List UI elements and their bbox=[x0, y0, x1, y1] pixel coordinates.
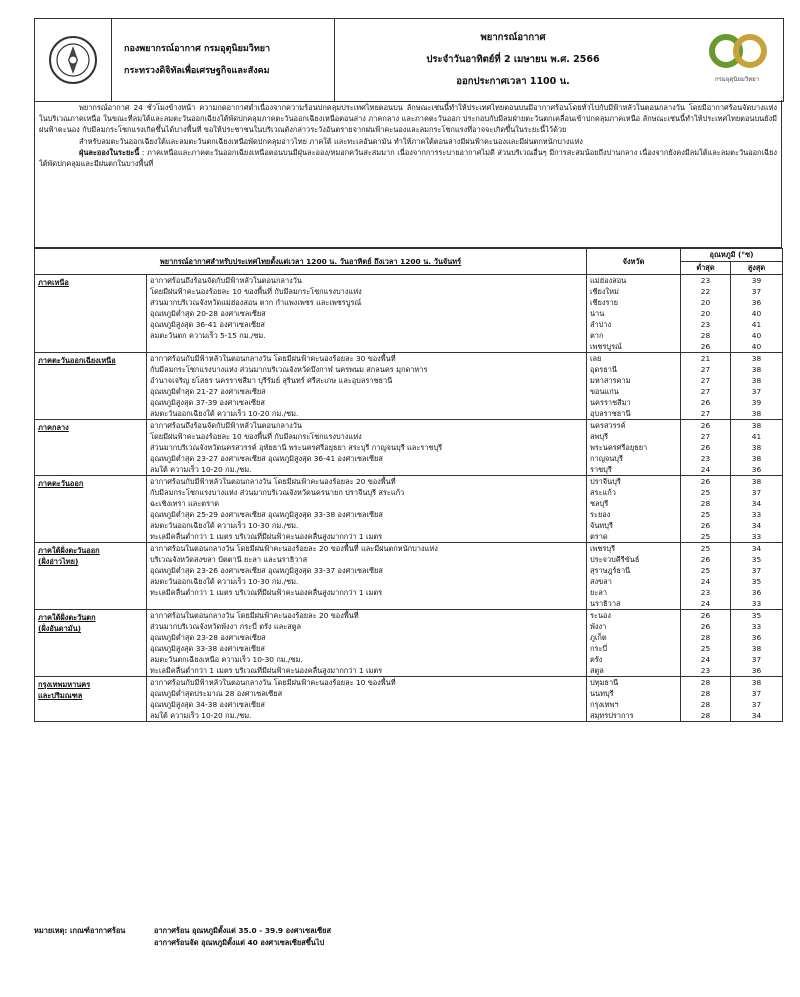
region-name: ภาคใต้ฝั่งตะวันตก bbox=[38, 613, 96, 622]
province-name: นครราชสีมา bbox=[590, 398, 631, 407]
temp-max: 40 bbox=[751, 342, 762, 351]
temp-min-cell bbox=[681, 543, 731, 610]
region-name-sub: (ฝั่งอันดามัน) bbox=[38, 624, 82, 633]
province-name: ราชบุรี bbox=[590, 465, 612, 474]
temp-max: 38 bbox=[751, 644, 762, 653]
forecast-line: อุณหภูมิสูงสุด 36-41 องศาเซลเซียส bbox=[150, 320, 265, 329]
temp-max-cell bbox=[731, 420, 783, 476]
temp-max-cell bbox=[731, 275, 783, 353]
province-name: ตราด bbox=[590, 532, 608, 541]
org-name: กองพยากรณ์อากาศ กรมอุตุนิยมวิทยา bbox=[124, 44, 271, 54]
temp-max: 33 bbox=[751, 622, 762, 631]
forecast-line: อำนาจเจริญ ยโสธร นครราชสีมา บุรีรัมย์ สุรินทร์ ศรีสะเกษ และอุบลราชธานี bbox=[150, 376, 393, 385]
province-name: น่าน bbox=[590, 309, 605, 318]
footnote-items bbox=[154, 925, 331, 949]
forecast-line: อุณหภูมิสูงสุด 34-38 องศาเซลเซียส bbox=[150, 700, 265, 709]
temp-min: 23 bbox=[700, 666, 711, 675]
province-name: มหาสารคาม bbox=[590, 376, 631, 385]
temp-max: 40 bbox=[751, 331, 762, 340]
temp-min: 21 bbox=[700, 354, 711, 363]
province-name: ลพบุรี bbox=[590, 432, 609, 441]
forecast-line: อากาศร้อนในตอนกลางวัน โดยมีฝนฟ้าคะนองร้อยละ 20 ของพื้นที่ และมีฝนตกหนักบางแห่ง bbox=[150, 544, 438, 553]
region-row bbox=[35, 353, 783, 420]
temp-min: 26 bbox=[700, 555, 711, 564]
tmin-header: ต่ำสุด bbox=[681, 262, 731, 275]
synopsis-paragraph-2: สำหรับลมตะวันออกเฉียงใต้และลมตะวันตกเฉียงเหนือพัดปกคลุมอ่าวไทย ภาคใต้ และทะเลอันดามัน ทำให้ภาคใต้ตอนล่างมีฝนฟ้าคะนองและมีฝนตกหนักบางแห่ง bbox=[79, 136, 583, 146]
province-name: นราธิวาส bbox=[590, 599, 621, 608]
dust-text: : ภาคเหนือและภาคตะวันออกเฉียงเหนือตอนบนมีฝุ่นละออง/หมอกควันสะสมมาก เนื่องจากการระบายอากาศไม่ดี ส่วนบริเวณอื่นๆ มีการสะสมน้อยถึงปานกลาง เนื่องจากยังคงมีลมใต้และลมตะวันออกเฉียงใต้พัดปกคลุมและมีฝนตกในบางพื้นที่ bbox=[39, 147, 778, 169]
forecast-line: ส่วนมากบริเวณจังหวัดแม่ฮ่องสอน ตาก กำแพงเพชร และเพชรบูรณ์ bbox=[150, 298, 362, 307]
temp-max: 37 bbox=[751, 566, 762, 575]
temp-min: 20 bbox=[700, 298, 711, 307]
forecast-line: อากาศร้อนกับมีฟ้าหลัวในตอนกลางวัน โดยมีฝนฟ้าคะนองร้อยละ 30 ของพื้นที่ bbox=[150, 354, 396, 363]
region-row bbox=[35, 476, 783, 543]
province-name-cell bbox=[587, 610, 681, 677]
forecast-table bbox=[34, 248, 783, 722]
forecast-line: โดยมีฝนฟ้าคะนองร้อยละ 10 ของพื้นที่ กับมีลมกระโชกแรงบางแห่ง bbox=[150, 287, 362, 296]
province-name: แม่ฮ่องสอน bbox=[590, 276, 627, 285]
temp-max: 37 bbox=[751, 287, 762, 296]
region-name: ภาคกลาง bbox=[38, 423, 69, 432]
province-name: เลย bbox=[590, 354, 602, 363]
temp-min-cell bbox=[681, 275, 731, 353]
province-name: ชลบุรี bbox=[590, 499, 609, 508]
province-name: นครสวรรค์ bbox=[590, 421, 626, 430]
province-name: สมุทรปราการ bbox=[590, 711, 634, 720]
forecast-line-cell bbox=[147, 476, 587, 543]
province-name: สตูล bbox=[590, 666, 604, 675]
temp-min: 28 bbox=[700, 499, 711, 508]
temp-max: 37 bbox=[751, 689, 762, 698]
forecast-line: อุณหภูมิสูงสุด 37-39 องศาเซลเซียส bbox=[150, 398, 265, 407]
temp-min: 26 bbox=[700, 611, 711, 620]
region-name-cell bbox=[35, 677, 147, 722]
forecast-line: อุณหภูมิต่ำสุด 23-27 องศาเซลเซียส อุณหภูมิสูงสุด 36-41 องศาเซลเซียส bbox=[150, 454, 383, 463]
temp-min: 25 bbox=[700, 566, 711, 575]
temp-min-cell bbox=[681, 677, 731, 722]
temp-max: 37 bbox=[751, 655, 762, 664]
forecast-line: อากาศร้อนกับมีฟ้าหลัวในตอนกลางวัน โดยมีฝนฟ้าคะนองร้อยละ 10 ของพื้นที่ bbox=[150, 678, 396, 687]
anniversary-logo-text: กรมอุตุนิยมวิทยา bbox=[714, 76, 760, 83]
temp-min-cell bbox=[681, 420, 731, 476]
forecast-line: ลมตะวันออกเฉียงใต้ ความเร็ว 10-30 กม./ชม. bbox=[150, 577, 299, 586]
forecast-header: พยากรณ์อากาศสำหรับประเทศไทยตั้งแต่เวลา 1200 น. วันอาทิตย์ ถึงเวลา 1200 น. วันจันทร์ bbox=[35, 249, 587, 275]
forecast-line: ทะเลมีคลื่นต่ำกว่า 1 เมตร บริเวณที่มีฝนฟ้าคะนองคลื่นสูงมากกว่า 1 เมตร bbox=[150, 588, 383, 597]
temp-header: อุณหภูมิ (°ซ) bbox=[681, 249, 783, 262]
forecast-line-cell bbox=[147, 420, 587, 476]
temp-max-cell bbox=[731, 476, 783, 543]
temp-max: 37 bbox=[751, 387, 762, 396]
forecast-line: อากาศร้อนกับมีฟ้าหลัวในตอนกลางวัน โดยมีฝนฟ้าคะนองร้อยละ 20 ของพื้นที่ bbox=[150, 477, 396, 486]
temp-max: 34 bbox=[751, 499, 762, 508]
forecast-line: อุณหภูมิต่ำสุด 23-28 องศาเซลเซียส bbox=[150, 633, 266, 642]
province-name: ตาก bbox=[590, 331, 604, 340]
forecast-line-cell bbox=[147, 543, 587, 610]
temp-max: 33 bbox=[751, 510, 762, 519]
province-name: กรุงเทพฯ bbox=[590, 700, 619, 709]
temp-min: 23 bbox=[700, 588, 711, 597]
temp-min: 25 bbox=[700, 644, 711, 653]
temp-max: 36 bbox=[751, 588, 762, 597]
temp-min: 27 bbox=[700, 376, 711, 385]
region-name-sub: และปริมณฑล bbox=[38, 691, 83, 700]
province-name: กาญจนบุรี bbox=[590, 454, 623, 463]
document-header bbox=[34, 18, 784, 102]
ministry-name: กระทรวงดิจิทัลเพื่อเศรษฐกิจและสังคม bbox=[124, 66, 270, 76]
temp-min: 25 bbox=[700, 488, 711, 497]
forecast-date: ประจำวันอาทิตย์ที่ 2 เมษายน พ.ศ. 2566 bbox=[426, 54, 600, 65]
temp-max: 38 bbox=[751, 409, 762, 418]
forecast-line: อากาศร้อนถึงร้อนจัดกับมีฟ้าหลัวในตอนกลางวัน bbox=[150, 276, 302, 285]
dust-paragraph bbox=[39, 147, 777, 169]
temp-min: 24 bbox=[700, 599, 711, 608]
temp-min: 28 bbox=[700, 678, 711, 687]
province-name-cell bbox=[587, 476, 681, 543]
region-name-cell bbox=[35, 610, 147, 677]
forecast-line: บริเวณจังหวัดสงขลา ปัตตานี ยะลา และนราธิวาส bbox=[150, 555, 308, 564]
region-row bbox=[35, 275, 783, 353]
region-row bbox=[35, 677, 783, 722]
synopsis-section bbox=[34, 100, 782, 248]
province-name: จันทบุรี bbox=[590, 521, 613, 530]
temp-max: 34 bbox=[751, 521, 762, 530]
forecast-line: อากาศร้อนถึงร้อนจัดกับมีฟ้าหลัวในตอนกลางวัน bbox=[150, 421, 302, 430]
temp-min: 27 bbox=[700, 365, 711, 374]
region-name: ภาคตะวันออก bbox=[38, 479, 84, 488]
forecast-line: ส่วนมากบริเวณจังหวัดพังงา กระบี่ ตรัง และสตูล bbox=[150, 622, 302, 631]
forecast-line: ลมตะวันตก ความเร็ว 5-15 กม./ชม. bbox=[150, 331, 266, 340]
temp-max: 35 bbox=[751, 555, 762, 564]
forecast-line: อุณหภูมิต่ำสุด 20-28 องศาเซลเซียส bbox=[150, 309, 266, 318]
province-name: พังงา bbox=[590, 622, 607, 631]
footnote-hot: อากาศร้อน อุณหภูมิตั้งแต่ 35.0 - 39.9 องศาเซลเซียส bbox=[154, 926, 331, 935]
temp-min: 26 bbox=[700, 521, 711, 530]
forecast-line: ทะเลมีคลื่นต่ำกว่า 1 เมตร บริเวณที่มีฝนฟ้าคะนองคลื่นสูงมากกว่า 1 เมตร bbox=[150, 666, 383, 675]
temp-min: 24 bbox=[700, 655, 711, 664]
temp-max: 38 bbox=[751, 421, 762, 430]
temp-min: 27 bbox=[700, 432, 711, 441]
temp-min-cell bbox=[681, 353, 731, 420]
temp-min: 25 bbox=[700, 544, 711, 553]
province-name: ตรัง bbox=[590, 655, 603, 664]
province-name: ระนอง bbox=[590, 611, 612, 620]
issued-time: ออกประกาศเวลา 1100 น. bbox=[456, 76, 570, 87]
region-name-cell bbox=[35, 420, 147, 476]
region-name: ภาคตะวันออกเฉียงเหนือ bbox=[38, 356, 116, 365]
temp-max: 36 bbox=[751, 465, 762, 474]
region-row bbox=[35, 420, 783, 476]
temp-min: 28 bbox=[700, 633, 711, 642]
temp-min: 24 bbox=[700, 465, 711, 474]
province-name-cell bbox=[587, 420, 681, 476]
province-name: ลำปาง bbox=[590, 320, 612, 329]
province-header: จังหวัด bbox=[587, 249, 681, 275]
temp-max: 35 bbox=[751, 611, 762, 620]
forecast-line: อุณหภูมิต่ำสุดประมาณ 28 องศาเซลเซียส bbox=[150, 689, 283, 698]
temp-max: 33 bbox=[751, 532, 762, 541]
temp-max: 38 bbox=[751, 454, 762, 463]
province-name: เชียงราย bbox=[590, 298, 618, 307]
temp-min: 27 bbox=[700, 409, 711, 418]
synopsis-paragraph-1: พยากรณ์อากาศ 24 ชั่วโมงข้างหน้า ความกดอากาศต่ำเนื่องจากความร้อนปกคลุมประเทศไทยตอนบน ลักษณะเช่นนี้ทำให้ประเทศไทยตอนบนมีอากาศร้อนโดยทั่วไปกับมีฟ้าหลัวในตอนกลางวัน โดยมีอากาศร้อนจัดบางแห่งในบริเวณภาคเหนือ ในขณะที่ลมใต้และลมตะวันออกเฉียงใต้พัดปกคลุมภาคตะวันออกเฉียงเหนือตอนล่าง ภาคกลาง และภาคตะวันออก ประกอบกับมีลมฝ่ายตะวันตกเคลื่อนเข้าปกคลุมภาคเหนือ ลักษณะเช่นนี้ทำให้ประเทศไทยตอนบนยังมีฝนฟ้าคะนอง กับมีลมกระโชกแรงเกิดขึ้นได้บางพื้นที่ ขอให้ประชาชนในบริเวณดังกล่าวระวังอันตรายจากฝนฟ้าคะนองและลมกระโชกแรงที่อาจจะเกิดขึ้นในระยะนี้ไว้ด้วย bbox=[39, 103, 777, 135]
region-name-sub: (ฝั่งอ่าวไทย) bbox=[38, 557, 79, 566]
province-name: ประจวบคีรีขันธ์ bbox=[590, 555, 640, 564]
footnote-very-hot: อากาศร้อนจัด อุณหภูมิตั้งแต่ 40 องศาเซลเซียสขึ้นไป bbox=[154, 938, 325, 947]
region-row bbox=[35, 543, 783, 610]
temp-min: 28 bbox=[700, 331, 711, 340]
temp-min: 26 bbox=[700, 421, 711, 430]
province-name-cell bbox=[587, 275, 681, 353]
forecast-line: ลมใต้ ความเร็ว 10-20 กม./ชม. bbox=[150, 711, 252, 720]
province-name: สงขลา bbox=[590, 577, 612, 586]
province-name-cell bbox=[587, 353, 681, 420]
temp-max: 41 bbox=[751, 320, 762, 329]
temp-min-cell bbox=[681, 476, 731, 543]
region-row bbox=[35, 610, 783, 677]
temp-min: 26 bbox=[700, 342, 711, 351]
temp-max: 38 bbox=[751, 477, 762, 486]
forecast-line: อากาศร้อนในตอนกลางวัน โดยมีฝนฟ้าคะนองร้อยละ 20 ของพื้นที่ bbox=[150, 611, 359, 620]
forecast-line: กับมีลมกระโชกแรงบางแห่ง ส่วนมากบริเวณจังหวัดบึงกาฬ นครพนม สกลนคร มุกดาหาร bbox=[150, 365, 428, 374]
temp-min: 26 bbox=[700, 398, 711, 407]
temp-min: 28 bbox=[700, 689, 711, 698]
temp-max: 34 bbox=[751, 711, 762, 720]
province-name: สุราษฎร์ธานี bbox=[590, 566, 631, 575]
region-name-cell bbox=[35, 353, 147, 420]
temp-max: 39 bbox=[751, 276, 762, 285]
temp-max: 36 bbox=[751, 298, 762, 307]
anniversary-logo bbox=[691, 19, 783, 101]
province-name: เชียงใหม่ bbox=[590, 287, 619, 296]
temp-min: 26 bbox=[700, 477, 711, 486]
region-name-cell bbox=[35, 543, 147, 610]
tmax-header: สูงสุด bbox=[731, 262, 783, 275]
footnote bbox=[34, 925, 782, 949]
forecast-line: อุณหภูมิต่ำสุด 23-26 องศาเซลเซียส อุณหภูมิสูงสุด 33-37 องศาเซลเซียส bbox=[150, 566, 383, 575]
province-name: ภูเก็ต bbox=[590, 633, 607, 642]
dust-label: ฝุ่นละอองในระยะนี้ bbox=[79, 147, 140, 157]
temp-min: 23 bbox=[700, 454, 711, 463]
province-name: เพชรบุรี bbox=[590, 544, 616, 553]
region-name: ภาคใต้ฝั่งตะวันออก bbox=[38, 546, 100, 555]
province-name: กระบี่ bbox=[590, 644, 608, 653]
temp-max: 36 bbox=[751, 666, 762, 675]
temp-max-cell bbox=[731, 543, 783, 610]
province-name: พระนครศรีอยุธยา bbox=[590, 443, 648, 452]
forecast-line: ส่วนมากบริเวณจังหวัดนครสวรรค์ อุทัยธานี พระนครศรีอยุธยา สระบุรี กาญจนบุรี และราชบุรี bbox=[150, 443, 443, 452]
province-name: ระยอง bbox=[590, 510, 611, 519]
region-name: กรุงเทพมหานคร bbox=[38, 680, 91, 689]
temp-max-cell bbox=[731, 610, 783, 677]
forecast-table-body bbox=[35, 275, 783, 722]
temp-max: 34 bbox=[751, 544, 762, 553]
province-name-cell bbox=[587, 543, 681, 610]
region-name-cell bbox=[35, 275, 147, 353]
province-name-cell bbox=[587, 677, 681, 722]
temp-max: 35 bbox=[751, 577, 762, 586]
temp-min: 28 bbox=[700, 711, 711, 720]
temp-min: 25 bbox=[700, 510, 711, 519]
temp-min: 22 bbox=[700, 287, 711, 296]
temp-max: 38 bbox=[751, 443, 762, 452]
temp-min: 25 bbox=[700, 532, 711, 541]
forecast-line-cell bbox=[147, 610, 587, 677]
forecast-line: ลมใต้ ความเร็ว 10-20 กม./ชม. bbox=[150, 465, 252, 474]
temp-max: 37 bbox=[751, 700, 762, 709]
forecast-line: ทะเลมีคลื่นต่ำกว่า 1 เมตร บริเวณที่มีฝนฟ้าคะนองคลื่นสูงมากกว่า 1 เมตร bbox=[150, 532, 383, 541]
forecast-line: ลมตะวันออกเฉียงใต้ ความเร็ว 10-30 กม./ชม. bbox=[150, 521, 299, 530]
temp-min: 23 bbox=[700, 276, 711, 285]
province-name: อุดรธานี bbox=[590, 365, 617, 374]
province-name: ปราจีนบุรี bbox=[590, 477, 621, 486]
temp-max: 41 bbox=[751, 432, 762, 441]
temp-max-cell bbox=[731, 677, 783, 722]
forecast-line: กับมีลมกระโชกแรงบางแห่ง ส่วนมากบริเวณจังหวัดนครนายก ปราจีนบุรี สระแก้ว bbox=[150, 488, 405, 497]
forecast-line bbox=[150, 598, 583, 609]
temp-max: 39 bbox=[751, 398, 762, 407]
forecast-line-cell bbox=[147, 275, 587, 353]
forecast-line: ลมตะวันตกเฉียงเหนือ ความเร็ว 10-30 กม./ชม. bbox=[150, 655, 303, 664]
temp-max: 37 bbox=[751, 488, 762, 497]
page-title: พยากรณ์อากาศ bbox=[480, 32, 546, 43]
temp-min: 26 bbox=[700, 622, 711, 631]
province-name: ปทุมธานี bbox=[590, 678, 619, 687]
forecast-line: โดยมีฝนฟ้าคะนองร้อยละ 10 ของพื้นที่ กับมีลมกระโชกแรงบางแห่ง bbox=[150, 432, 362, 441]
forecast-line: ฉะเชิงเทรา และตราด bbox=[150, 499, 220, 508]
temp-max-cell bbox=[731, 353, 783, 420]
temp-min: 27 bbox=[700, 387, 711, 396]
province-name: เพชรบูรณ์ bbox=[590, 342, 622, 351]
temp-max: 38 bbox=[751, 678, 762, 687]
forecast-line: อุณหภูมิต่ำสุด 25-29 องศาเซลเซียส อุณหภูมิสูงสุด 33-38 องศาเซลเซียส bbox=[150, 510, 383, 519]
organization-block bbox=[112, 19, 335, 101]
forecast-line-cell bbox=[147, 353, 587, 420]
forecast-line bbox=[150, 341, 583, 352]
temp-min: 26 bbox=[700, 443, 711, 452]
title-block bbox=[335, 19, 691, 101]
temp-max: 38 bbox=[751, 376, 762, 385]
temp-max: 38 bbox=[751, 365, 762, 374]
temp-min: 20 bbox=[700, 309, 711, 318]
footnote-label: หมายเหตุ: เกณฑ์อากาศร้อน bbox=[34, 926, 126, 935]
forecast-line-cell bbox=[147, 677, 587, 722]
temp-min: 23 bbox=[700, 320, 711, 329]
forecast-line: อุณหภูมิสูงสุด 33-38 องศาเซลเซียส bbox=[150, 644, 265, 653]
province-name: นนทบุรี bbox=[590, 689, 614, 698]
province-name: ยะลา bbox=[590, 588, 607, 597]
province-name: ขอนแก่น bbox=[590, 387, 619, 396]
temp-min: 24 bbox=[700, 577, 711, 586]
province-name: สระแก้ว bbox=[590, 488, 616, 497]
tmd-seal-logo bbox=[35, 19, 112, 101]
temp-max: 36 bbox=[751, 633, 762, 642]
temp-max: 40 bbox=[751, 309, 762, 318]
region-name: ภาคเหนือ bbox=[38, 278, 69, 287]
province-name: อุบลราชธานี bbox=[590, 409, 631, 418]
temp-min: 28 bbox=[700, 700, 711, 709]
forecast-line: ลมตะวันออกเฉียงใต้ ความเร็ว 10-20 กม./ชม. bbox=[150, 409, 299, 418]
temp-max: 38 bbox=[751, 354, 762, 363]
region-name-cell bbox=[35, 476, 147, 543]
temp-min-cell bbox=[681, 610, 731, 677]
forecast-line: อุณหภูมิต่ำสุด 21-27 องศาเซลเซียส bbox=[150, 387, 266, 396]
temp-max: 33 bbox=[751, 599, 762, 608]
